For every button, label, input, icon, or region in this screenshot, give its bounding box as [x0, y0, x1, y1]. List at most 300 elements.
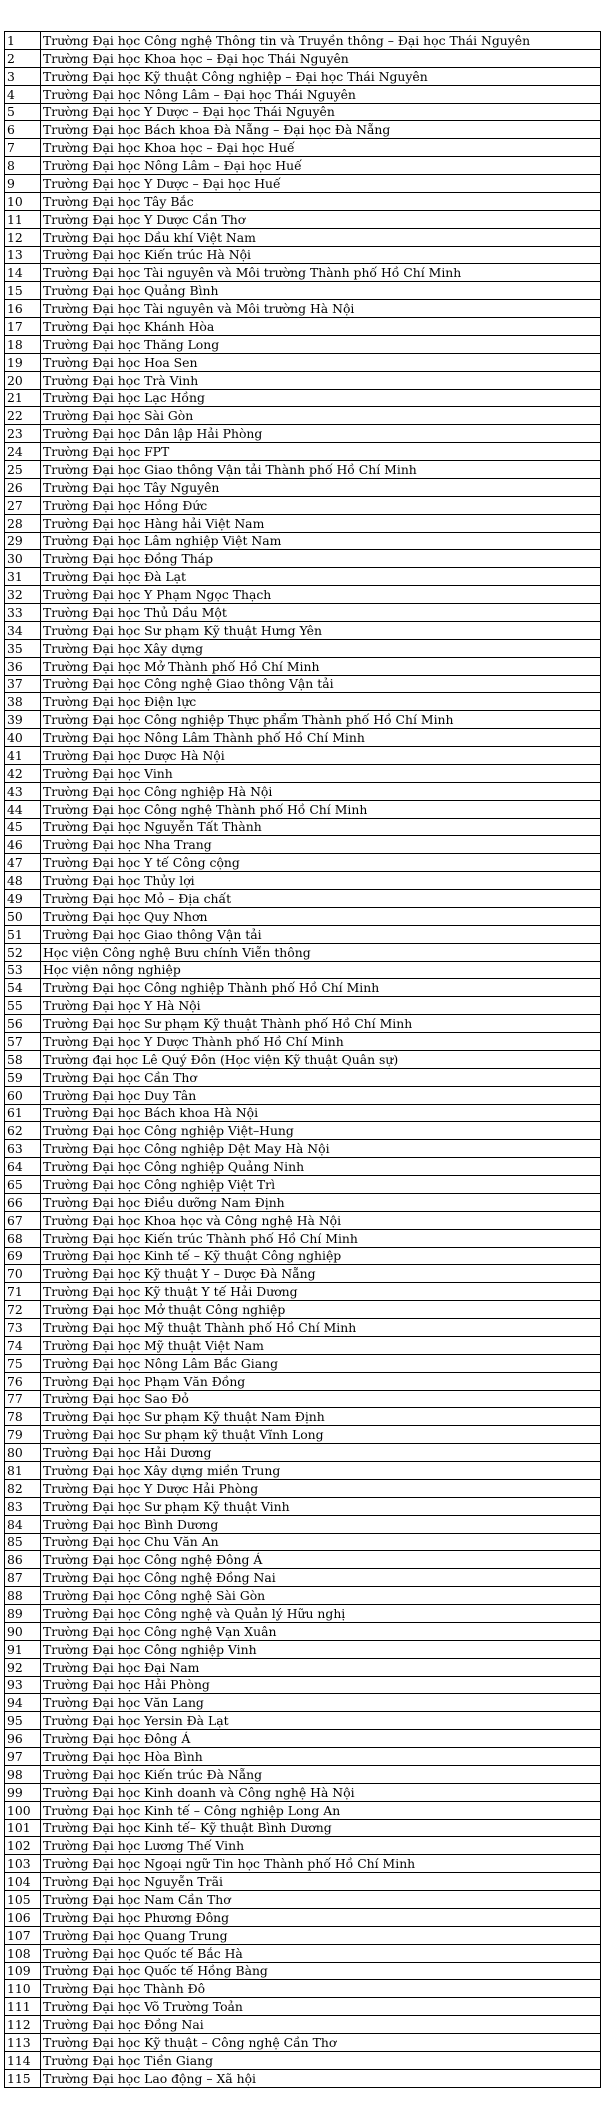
table-row [5, 1980, 601, 1998]
row-number-cell: 48 [5, 872, 41, 890]
university-name-cell: Trường Đại học Công nghiệp Thành phố Hồ Chí Minh [41, 979, 601, 997]
university-name-cell: Trường Đại học Mở Thành phố Hồ Chí Minh [41, 657, 601, 675]
row-number-cell: 31 [5, 568, 41, 586]
table-row [5, 139, 601, 157]
row-number-cell: 8 [5, 157, 41, 175]
row-number-cell: 15 [5, 282, 41, 300]
university-list-body [5, 32, 601, 2088]
table-row [5, 425, 601, 443]
university-name-cell: Trường Đại học Giao thông Vận tải [41, 925, 601, 943]
university-name-cell: Trường Đại học Lạc Hồng [41, 389, 601, 407]
university-name-cell: Trường Đại học Kỹ thuật Y tế Hải Dương [41, 1283, 601, 1301]
row-number-cell: 2 [5, 49, 41, 67]
row-number-cell: 95 [5, 1712, 41, 1730]
table-row [5, 1962, 601, 1980]
row-number-cell: 20 [5, 371, 41, 389]
row-number-cell: 47 [5, 854, 41, 872]
university-name-cell: Trường Đại học Điều dưỡng Nam Định [41, 1193, 601, 1211]
table-row [5, 2016, 601, 2034]
row-number-cell: 77 [5, 1390, 41, 1408]
university-name-cell: Trường Đại học Sư phạm kỹ thuật Vĩnh Long [41, 1426, 601, 1444]
university-name-cell: Trường Đại học Quang Trung [41, 1926, 601, 1944]
row-number-cell: 75 [5, 1354, 41, 1372]
table-row [5, 192, 601, 210]
row-number-cell: 113 [5, 2034, 41, 2052]
row-number-cell: 52 [5, 943, 41, 961]
table-row [5, 282, 601, 300]
row-number-cell: 99 [5, 1783, 41, 1801]
table-row [5, 1193, 601, 1211]
row-number-cell: 25 [5, 461, 41, 479]
row-number-cell: 60 [5, 1086, 41, 1104]
table-row [5, 1336, 601, 1354]
row-number-cell: 72 [5, 1301, 41, 1319]
university-name-cell: Trường Đại học Nha Trang [41, 836, 601, 854]
university-name-cell: Trường Đại học Bình Dương [41, 1515, 601, 1533]
university-name-cell: Trường Đại học Khoa học – Đại học Thái Nguyên [41, 49, 601, 67]
row-number-cell: 18 [5, 335, 41, 353]
university-name-cell: Trường Đại học Văn Lang [41, 1694, 601, 1712]
row-number-cell: 89 [5, 1605, 41, 1623]
row-number-cell: 96 [5, 1730, 41, 1748]
university-name-cell: Trường Đại học Công nghệ Vạn Xuân [41, 1622, 601, 1640]
university-name-cell: Trường Đại học Giao thông Vận tải Thành phố Hồ Chí Minh [41, 461, 601, 479]
table-row [5, 854, 601, 872]
row-number-cell: 6 [5, 121, 41, 139]
row-number-cell: 78 [5, 1408, 41, 1426]
row-number-cell: 112 [5, 2016, 41, 2034]
university-name-cell: Trường Đại học Thành Đô [41, 1980, 601, 1998]
university-name-cell: Trường Đại học Khoa học và Công nghệ Hà Nội [41, 1211, 601, 1229]
university-name-cell: Trường Đại học Y Dược Hải Phòng [41, 1479, 601, 1497]
row-number-cell: 7 [5, 139, 41, 157]
university-name-cell: Trường Đại học Y Dược Thành phố Hồ Chí Minh [41, 1033, 601, 1051]
table-row [5, 1247, 601, 1265]
table-row [5, 1783, 601, 1801]
university-name-cell: Trường Đại học Công nghệ Thông tin và Truyền thông – Đại học Thái Nguyên [41, 32, 601, 50]
university-name-cell: Học viện Công nghệ Bưu chính Viễn thông [41, 943, 601, 961]
row-number-cell: 56 [5, 1015, 41, 1033]
university-name-cell: Trường Đại học Công nghệ Thành phố Hồ Chí Minh [41, 800, 601, 818]
table-row [5, 890, 601, 908]
university-name-cell: Trường Đại học Công nghiệp Việt–Hung [41, 1122, 601, 1140]
row-number-cell: 23 [5, 425, 41, 443]
university-name-cell: Trường Đại học FPT [41, 443, 601, 461]
row-number-cell: 110 [5, 1980, 41, 1998]
table-row [5, 1694, 601, 1712]
row-number-cell: 54 [5, 979, 41, 997]
table-row [5, 1587, 601, 1605]
university-name-cell: Trường Đại học Mở thuật Công nghiệp [41, 1301, 601, 1319]
table-row [5, 1944, 601, 1962]
table-row [5, 1837, 601, 1855]
table-row [5, 1801, 601, 1819]
row-number-cell: 57 [5, 1033, 41, 1051]
table-row [5, 711, 601, 729]
row-number-cell: 1 [5, 32, 41, 50]
university-name-cell: Trường Đại học Phạm Văn Đồng [41, 1372, 601, 1390]
table-row [5, 1033, 601, 1051]
row-number-cell: 90 [5, 1622, 41, 1640]
university-name-cell: Trường Đại học Khánh Hòa [41, 318, 601, 336]
table-row [5, 1730, 601, 1748]
university-name-cell: Trường Đại học Đồng Tháp [41, 550, 601, 568]
university-name-cell: Trường Đại học Bách khoa Hà Nội [41, 1104, 601, 1122]
row-number-cell: 76 [5, 1372, 41, 1390]
table-row [5, 675, 601, 693]
table-row [5, 157, 601, 175]
university-name-cell: Trường Đại học Lâm nghiệp Việt Nam [41, 532, 601, 550]
table-row [5, 1372, 601, 1390]
table-row [5, 1265, 601, 1283]
university-name-cell: Trường Đại học Kiến trúc Hà Nội [41, 246, 601, 264]
row-number-cell: 22 [5, 407, 41, 425]
university-name-cell: Trường Đại học Hồng Đức [41, 496, 601, 514]
table-row [5, 1086, 601, 1104]
row-number-cell: 53 [5, 961, 41, 979]
table-row [5, 246, 601, 264]
row-number-cell: 68 [5, 1229, 41, 1247]
table-row [5, 1283, 601, 1301]
table-row [5, 1301, 601, 1319]
row-number-cell: 13 [5, 246, 41, 264]
row-number-cell: 34 [5, 621, 41, 639]
university-name-cell: Trường Đại học Kỹ thuật Công nghiệp – Đại học Thái Nguyên [41, 67, 601, 85]
university-name-cell: Trường Đại học Thủy lợi [41, 872, 601, 890]
table-row [5, 604, 601, 622]
university-name-cell: Trường Đại học Đại Nam [41, 1658, 601, 1676]
table-row [5, 1050, 601, 1068]
table-row [5, 1765, 601, 1783]
row-number-cell: 50 [5, 907, 41, 925]
row-number-cell: 104 [5, 1873, 41, 1891]
table-row [5, 1444, 601, 1462]
table-row [5, 1640, 601, 1658]
table-row [5, 1462, 601, 1480]
row-number-cell: 70 [5, 1265, 41, 1283]
table-row [5, 1140, 601, 1158]
table-row [5, 872, 601, 890]
table-row [5, 818, 601, 836]
row-number-cell: 26 [5, 478, 41, 496]
row-number-cell: 84 [5, 1515, 41, 1533]
row-number-cell: 61 [5, 1104, 41, 1122]
university-name-cell: Trường Đại học Tây Nguyên [41, 478, 601, 496]
university-name-cell: Trường Đại học Nguyễn Trãi [41, 1873, 601, 1891]
university-name-cell: Trường Đại học Kiến trúc Đà Nẵng [41, 1765, 601, 1783]
row-number-cell: 79 [5, 1426, 41, 1444]
table-row [5, 85, 601, 103]
row-number-cell: 101 [5, 1819, 41, 1837]
table-row [5, 1873, 601, 1891]
university-name-cell: Trường Đại học Nguyễn Tất Thành [41, 818, 601, 836]
row-number-cell: 97 [5, 1748, 41, 1766]
university-name-cell: Trường Đại học Y Dược – Đại học Thái Nguyên [41, 103, 601, 121]
table-row [5, 1015, 601, 1033]
table-row [5, 639, 601, 657]
table-row [5, 2069, 601, 2087]
table-row [5, 729, 601, 747]
table-row [5, 568, 601, 586]
table-row [5, 1319, 601, 1337]
row-number-cell: 93 [5, 1676, 41, 1694]
table-row [5, 1676, 601, 1694]
row-number-cell: 74 [5, 1336, 41, 1354]
row-number-cell: 86 [5, 1551, 41, 1569]
row-number-cell: 28 [5, 514, 41, 532]
university-name-cell: Trường Đại học Hải Phòng [41, 1676, 601, 1694]
row-number-cell: 17 [5, 318, 41, 336]
table-row [5, 1122, 601, 1140]
table-row [5, 800, 601, 818]
university-name-cell: Trường Đại học Dược Hà Nội [41, 747, 601, 765]
row-number-cell: 58 [5, 1050, 41, 1068]
row-number-cell: 44 [5, 800, 41, 818]
university-name-cell: Trường Đại học Y Phạm Ngọc Thạch [41, 586, 601, 604]
university-name-cell: Trường Đại học Kinh doanh và Công nghệ Hà Nội [41, 1783, 601, 1801]
row-number-cell: 36 [5, 657, 41, 675]
row-number-cell: 43 [5, 782, 41, 800]
university-name-cell: Trường Đại học Khoa học – Đại học Huế [41, 139, 601, 157]
row-number-cell: 41 [5, 747, 41, 765]
row-number-cell: 24 [5, 443, 41, 461]
table-row [5, 997, 601, 1015]
table-row [5, 2034, 601, 2052]
table-row [5, 103, 601, 121]
university-name-cell: Trường Đại học Điện lực [41, 693, 601, 711]
university-name-cell: Trường Đại học Nam Cần Thơ [41, 1891, 601, 1909]
row-number-cell: 9 [5, 175, 41, 193]
university-name-cell: Trường Đại học Công nghiệp Dệt May Hà Nội [41, 1140, 601, 1158]
row-number-cell: 82 [5, 1479, 41, 1497]
university-name-cell: Trường Đại học Y tế Công cộng [41, 854, 601, 872]
table-row [5, 2051, 601, 2069]
table-row [5, 1176, 601, 1194]
row-number-cell: 12 [5, 228, 41, 246]
table-row [5, 67, 601, 85]
university-name-cell: Trường Đại học Mỹ thuật Thành phố Hồ Chí Minh [41, 1319, 601, 1337]
row-number-cell: 5 [5, 103, 41, 121]
table-row [5, 1229, 601, 1247]
university-name-cell: Trường Đại học Xây dựng [41, 639, 601, 657]
row-number-cell: 111 [5, 1998, 41, 2016]
university-name-cell: Trường Đại học Kinh tế – Công nghiệp Long An [41, 1801, 601, 1819]
university-name-cell: Trường Đại học Quốc tế Hồng Bàng [41, 1962, 601, 1980]
university-name-cell: Trường Đại học Đồng Nai [41, 2016, 601, 2034]
university-name-cell: Trường Đại học Sư phạm Kỹ thuật Vinh [41, 1497, 601, 1515]
table-row [5, 693, 601, 711]
university-name-cell: Trường Đại học Dầu khí Việt Nam [41, 228, 601, 246]
row-number-cell: 59 [5, 1068, 41, 1086]
table-row [5, 1908, 601, 1926]
table-row [5, 1998, 601, 2016]
table-row [5, 461, 601, 479]
university-name-cell: Trường Đại học Dân lập Hải Phòng [41, 425, 601, 443]
university-name-cell: Trường Đại học Thăng Long [41, 335, 601, 353]
row-number-cell: 46 [5, 836, 41, 854]
row-number-cell: 29 [5, 532, 41, 550]
table-row [5, 49, 601, 67]
university-name-cell: Trường Đại học Công nghệ Giao thông Vận tải [41, 675, 601, 693]
row-number-cell: 33 [5, 604, 41, 622]
university-name-cell: Trường Đại học Sao Đỏ [41, 1390, 601, 1408]
university-name-cell: Trường Đại học Võ Trường Toản [41, 1998, 601, 2016]
table-row [5, 1926, 601, 1944]
table-row [5, 1748, 601, 1766]
university-name-cell: Trường đại học Lê Quý Đôn (Học viện Kỹ thuật Quân sự) [41, 1050, 601, 1068]
university-name-cell: Trường Đại học Công nghiệp Hà Nội [41, 782, 601, 800]
row-number-cell: 49 [5, 890, 41, 908]
university-name-cell: Trường Đại học Y Hà Nội [41, 997, 601, 1015]
university-name-cell: Trường Đại học Đà Lạt [41, 568, 601, 586]
university-name-cell: Trường Đại học Công nghiệp Việt Trì [41, 1176, 601, 1194]
table-row [5, 1104, 601, 1122]
university-name-cell: Trường Đại học Sư phạm Kỹ thuật Hưng Yên [41, 621, 601, 639]
university-name-cell: Trường Đại học Công nghiệp Quảng Ninh [41, 1158, 601, 1176]
table-row [5, 586, 601, 604]
row-number-cell: 94 [5, 1694, 41, 1712]
university-name-cell: Trường Đại học Nông Lâm – Đại học Thái Nguyên [41, 85, 601, 103]
table-row [5, 1515, 601, 1533]
row-number-cell: 71 [5, 1283, 41, 1301]
row-number-cell: 45 [5, 818, 41, 836]
table-row [5, 1211, 601, 1229]
university-list-table [4, 31, 601, 2088]
table-row [5, 371, 601, 389]
table-row [5, 1158, 601, 1176]
university-name-cell: Trường Đại học Vinh [41, 764, 601, 782]
row-number-cell: 38 [5, 693, 41, 711]
university-name-cell: Trường Đại học Kinh tế – Kỹ thuật Công nghiệp [41, 1247, 601, 1265]
table-row [5, 228, 601, 246]
table-row [5, 1569, 601, 1587]
university-name-cell: Trường Đại học Y Dược Cần Thơ [41, 210, 601, 228]
row-number-cell: 32 [5, 586, 41, 604]
university-name-cell: Trường Đại học Hải Dương [41, 1444, 601, 1462]
row-number-cell: 11 [5, 210, 41, 228]
table-row [5, 532, 601, 550]
table-row [5, 943, 601, 961]
table-row [5, 318, 601, 336]
table-row [5, 550, 601, 568]
university-name-cell: Trường Đại học Lương Thế Vinh [41, 1837, 601, 1855]
university-name-cell: Trường Đại học Đông Á [41, 1730, 601, 1748]
university-name-cell: Học viện nông nghiệp [41, 961, 601, 979]
table-row [5, 1533, 601, 1551]
row-number-cell: 73 [5, 1319, 41, 1337]
university-name-cell: Trường Đại học Kỹ thuật – Công nghệ Cần Thơ [41, 2034, 601, 2052]
table-row [5, 514, 601, 532]
row-number-cell: 16 [5, 300, 41, 318]
university-name-cell: Trường Đại học Lao động – Xã hội [41, 2069, 601, 2087]
table-row [5, 1658, 601, 1676]
table-row [5, 979, 601, 997]
table-row [5, 961, 601, 979]
university-name-cell: Trường Đại học Duy Tân [41, 1086, 601, 1104]
table-row [5, 747, 601, 765]
row-number-cell: 105 [5, 1891, 41, 1909]
row-number-cell: 91 [5, 1640, 41, 1658]
row-number-cell: 40 [5, 729, 41, 747]
university-name-cell: Trường Đại học Quy Nhơn [41, 907, 601, 925]
row-number-cell: 102 [5, 1837, 41, 1855]
university-name-cell: Trường Đại học Quốc tế Bắc Hà [41, 1944, 601, 1962]
row-number-cell: 85 [5, 1533, 41, 1551]
row-number-cell: 109 [5, 1962, 41, 1980]
table-row [5, 1479, 601, 1497]
university-name-cell: Trường Đại học Công nghệ Đông Á [41, 1551, 601, 1569]
row-number-cell: 14 [5, 264, 41, 282]
table-row [5, 1819, 601, 1837]
university-name-cell: Trường Đại học Công nghiệp Thực phẩm Thành phố Hồ Chí Minh [41, 711, 601, 729]
row-number-cell: 10 [5, 192, 41, 210]
university-name-cell: Trường Đại học Nông Lâm Bắc Giang [41, 1354, 601, 1372]
table-row [5, 300, 601, 318]
table-row [5, 353, 601, 371]
university-name-cell: Trường Đại học Nông Lâm – Đại học Huế [41, 157, 601, 175]
row-number-cell: 65 [5, 1176, 41, 1194]
row-number-cell: 69 [5, 1247, 41, 1265]
table-row [5, 407, 601, 425]
table-row [5, 389, 601, 407]
row-number-cell: 103 [5, 1855, 41, 1873]
row-number-cell: 63 [5, 1140, 41, 1158]
table-row [5, 925, 601, 943]
university-name-cell: Trường Đại học Sài Gòn [41, 407, 601, 425]
row-number-cell: 21 [5, 389, 41, 407]
row-number-cell: 64 [5, 1158, 41, 1176]
table-row [5, 1551, 601, 1569]
row-number-cell: 80 [5, 1444, 41, 1462]
table-row [5, 32, 601, 50]
university-name-cell: Trường Đại học Công nghệ Đồng Nai [41, 1569, 601, 1587]
university-name-cell: Trường Đại học Thủ Dầu Một [41, 604, 601, 622]
table-row [5, 1426, 601, 1444]
table-row [5, 1622, 601, 1640]
row-number-cell: 35 [5, 639, 41, 657]
university-name-cell: Trường Đại học Kinh tế– Kỹ thuật Bình Dương [41, 1819, 601, 1837]
table-row [5, 1390, 601, 1408]
university-name-cell: Trường Đại học Phương Đông [41, 1908, 601, 1926]
row-number-cell: 108 [5, 1944, 41, 1962]
university-name-cell: Trường Đại học Quảng Bình [41, 282, 601, 300]
university-name-cell: Trường Đại học Mỹ thuật Việt Nam [41, 1336, 601, 1354]
university-name-cell: Trường Đại học Chu Văn An [41, 1533, 601, 1551]
university-name-cell: Trường Đại học Công nghiệp Vinh [41, 1640, 601, 1658]
table-row [5, 836, 601, 854]
table-row [5, 478, 601, 496]
university-name-cell: Trường Đại học Công nghệ và Quản lý Hữu nghị [41, 1605, 601, 1623]
row-number-cell: 88 [5, 1587, 41, 1605]
university-name-cell: Trường Đại học Sư phạm Kỹ thuật Nam Định [41, 1408, 601, 1426]
row-number-cell: 62 [5, 1122, 41, 1140]
table-row [5, 264, 601, 282]
university-name-cell: Trường Đại học Bách khoa Đà Nẵng – Đại học Đà Nẵng [41, 121, 601, 139]
table-row [5, 1891, 601, 1909]
row-number-cell: 55 [5, 997, 41, 1015]
row-number-cell: 4 [5, 85, 41, 103]
table-row [5, 496, 601, 514]
university-name-cell: Trường Đại học Hoa Sen [41, 353, 601, 371]
row-number-cell: 37 [5, 675, 41, 693]
university-name-cell: Trường Đại học Tài nguyên và Môi trường Hà Nội [41, 300, 601, 318]
university-name-cell: Trường Đại học Ngoại ngữ Tin học Thành phố Hồ Chí Minh [41, 1855, 601, 1873]
table-row [5, 335, 601, 353]
row-number-cell: 27 [5, 496, 41, 514]
table-row [5, 1497, 601, 1515]
table-row [5, 121, 601, 139]
table-row [5, 907, 601, 925]
